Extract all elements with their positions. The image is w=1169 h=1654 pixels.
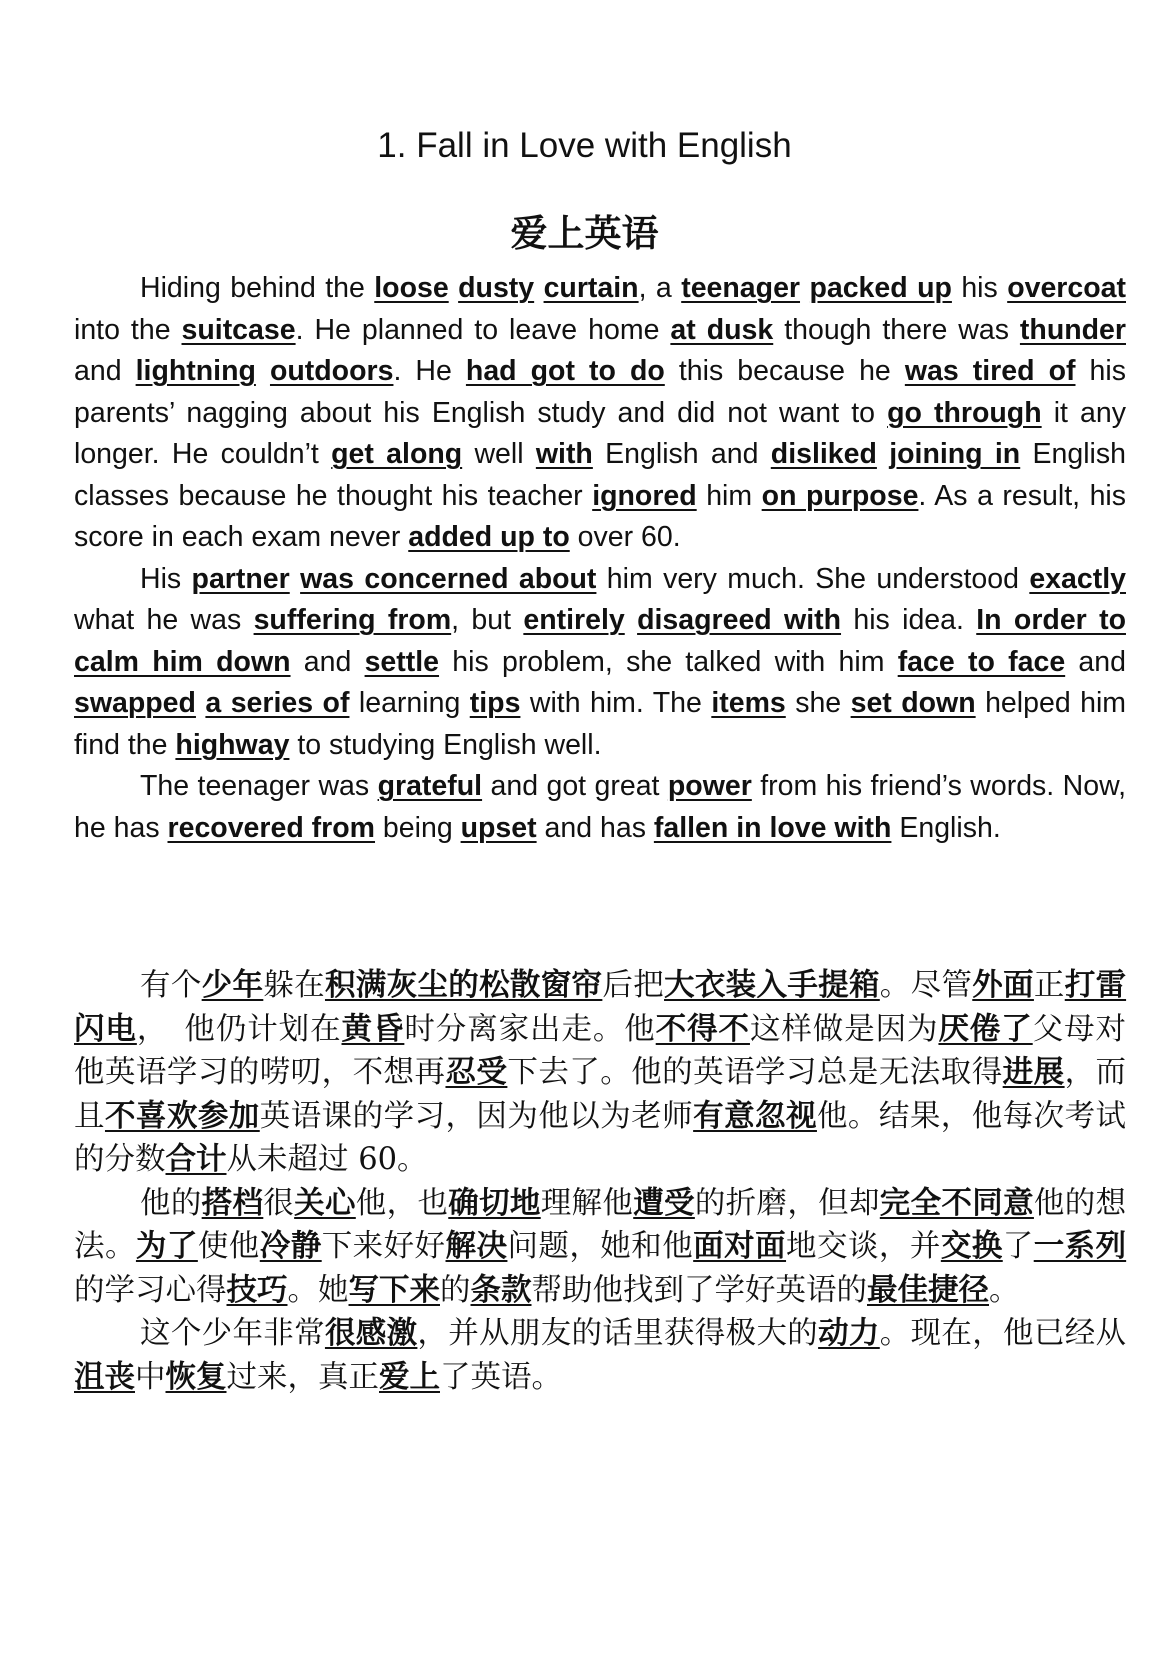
text-run: it any longer. He couldn’t bbox=[74, 396, 1126, 470]
text-run bbox=[449, 272, 458, 304]
vocab-highlight: 完全不同意 bbox=[879, 1184, 1034, 1221]
vocab-highlight: calm him down bbox=[74, 645, 291, 678]
english-title: 1. Fall in Love with English bbox=[377, 126, 792, 165]
text-run: 躲在 bbox=[263, 968, 325, 1003]
text-run: 有个 bbox=[140, 968, 202, 1003]
vocab-highlight: 打雷闪电 bbox=[74, 967, 1127, 1047]
vocab-highlight: joining in bbox=[889, 438, 1021, 470]
vocab-highlight: 黄昏 bbox=[341, 1010, 405, 1047]
text-run: 中 bbox=[135, 1359, 166, 1395]
text-run: 的 bbox=[440, 1272, 471, 1308]
text-run: being bbox=[375, 811, 461, 844]
text-run: 从未超过 60。 bbox=[226, 1142, 428, 1177]
text-run bbox=[196, 687, 205, 719]
chinese-paragraph bbox=[74, 964, 1126, 1182]
vocab-highlight: on purpose bbox=[761, 479, 919, 512]
text-run bbox=[290, 563, 300, 595]
text-run: to studying English well. bbox=[289, 728, 602, 761]
text-run: over 60. bbox=[569, 521, 681, 553]
vocab-highlight: 厌倦了 bbox=[938, 1010, 1033, 1047]
vocab-highlight: 进展 bbox=[1002, 1054, 1065, 1090]
text-run: 他的 bbox=[140, 1185, 202, 1221]
english-passage bbox=[74, 268, 1126, 849]
text-run: . He bbox=[393, 355, 466, 387]
english-paragraph bbox=[74, 268, 1126, 559]
vocab-highlight: added up to bbox=[408, 521, 570, 553]
text-run: his idea. bbox=[841, 604, 977, 636]
text-run: what he was bbox=[74, 604, 254, 636]
text-run: . He planned to leave home bbox=[295, 313, 671, 346]
vocab-highlight: 合计 bbox=[165, 1141, 227, 1177]
vocab-highlight: loose bbox=[374, 272, 449, 304]
vocab-highlight: partner bbox=[191, 562, 290, 595]
text-run: and has bbox=[536, 811, 654, 844]
vocab-highlight: curtain bbox=[543, 272, 639, 304]
vocab-highlight: thunder bbox=[1019, 313, 1126, 346]
vocab-highlight: at dusk bbox=[670, 313, 774, 346]
text-run: . As a result, his score in each exam never bbox=[74, 479, 1126, 553]
vocab-highlight: outdoors bbox=[269, 355, 394, 387]
vocab-highlight: 为了 bbox=[135, 1228, 198, 1264]
vocab-highlight: 搭档 bbox=[201, 1184, 264, 1221]
text-run: and bbox=[290, 645, 365, 678]
vocab-highlight: with bbox=[535, 438, 593, 470]
text-run: 下来好好 bbox=[321, 1229, 446, 1264]
vocab-highlight: 遭受 bbox=[633, 1184, 695, 1221]
vocab-highlight: packed up bbox=[809, 272, 952, 304]
vocab-highlight: swapped bbox=[74, 687, 196, 719]
vocab-highlight: get along bbox=[331, 438, 463, 470]
text-run: 英语课的学习，因为他以为老师 bbox=[259, 1098, 694, 1134]
vocab-highlight: 大衣装入手提箱 bbox=[664, 967, 880, 1003]
vocab-highlight: 不喜欢参加 bbox=[104, 1097, 260, 1134]
text-run bbox=[625, 604, 637, 636]
vocab-highlight: highway bbox=[175, 728, 290, 761]
text-run: 他。结果，他每次考试的分数 bbox=[74, 1098, 1127, 1177]
vocab-highlight: had got to do bbox=[465, 355, 665, 387]
text-run: 。 bbox=[989, 1272, 1020, 1308]
vocab-highlight: suffering from bbox=[253, 604, 452, 636]
vocab-highlight: 不得不 bbox=[655, 1010, 750, 1047]
vocab-highlight: 动力 bbox=[818, 1315, 880, 1351]
vocab-highlight: dusty bbox=[458, 272, 535, 304]
text-run: His bbox=[140, 562, 192, 595]
text-run bbox=[534, 272, 543, 304]
vocab-highlight: power bbox=[667, 770, 752, 802]
vocab-highlight: 最佳捷径 bbox=[867, 1271, 989, 1308]
text-run: with him. The bbox=[520, 687, 712, 719]
vocab-highlight: disagreed with bbox=[637, 604, 842, 636]
vocab-highlight: 写下来 bbox=[348, 1271, 440, 1308]
vocab-highlight: face to face bbox=[897, 645, 1066, 678]
vocab-highlight: a series of bbox=[205, 687, 350, 719]
text-run: 地交谈，并 bbox=[786, 1229, 941, 1264]
english-paragraph bbox=[74, 559, 1126, 767]
text-run: 了 bbox=[1002, 1229, 1034, 1264]
text-run: 过来，真正 bbox=[226, 1359, 379, 1395]
text-run: 父母对他英语学习的唠叨，不想再 bbox=[74, 1011, 1127, 1090]
vocab-highlight: 关心 bbox=[294, 1184, 356, 1221]
text-run: this because he bbox=[664, 355, 905, 387]
vocab-highlight: 技巧 bbox=[226, 1271, 288, 1308]
text-run: 的折磨，但却 bbox=[694, 1185, 880, 1221]
text-run bbox=[256, 355, 270, 387]
vocab-highlight: upset bbox=[460, 811, 537, 844]
chinese-paragraph bbox=[74, 1182, 1126, 1313]
chinese-paragraph bbox=[74, 1312, 1126, 1399]
text-run: his problem, she talked with him bbox=[439, 645, 898, 678]
vocab-highlight: 有意忽视 bbox=[693, 1097, 817, 1134]
vocab-highlight: 积满灰尘的松散窗帘 bbox=[324, 967, 603, 1003]
text-run: his bbox=[951, 272, 1008, 304]
text-run: 帮助他找到了学好英语的 bbox=[531, 1272, 867, 1308]
text-run: well bbox=[462, 438, 536, 470]
text-run: 。尽管 bbox=[879, 968, 973, 1003]
text-run: Hiding behind the bbox=[140, 272, 375, 304]
vocab-highlight: go through bbox=[887, 396, 1042, 429]
text-run: 使他 bbox=[197, 1229, 260, 1264]
vocab-highlight: 外面 bbox=[972, 967, 1034, 1003]
vocab-highlight: 忍受 bbox=[445, 1054, 508, 1090]
vocab-highlight: ignored bbox=[592, 479, 697, 512]
vocab-highlight: 面对面 bbox=[693, 1228, 787, 1264]
text-run: English. bbox=[891, 811, 1001, 844]
text-run: , but bbox=[451, 604, 524, 636]
vocab-highlight: settle bbox=[364, 645, 440, 678]
text-run: into the bbox=[74, 313, 182, 346]
vocab-highlight: fallen in love with bbox=[653, 811, 892, 844]
chinese-passage bbox=[74, 964, 1126, 1399]
chinese-title: 爱上英语 bbox=[510, 211, 659, 255]
text-run: 他的想法。 bbox=[74, 1185, 1127, 1264]
text-run: him bbox=[696, 479, 762, 512]
text-run: 下去了。他的英语学习总是无法取得 bbox=[507, 1055, 1003, 1090]
text-run: , a bbox=[638, 272, 682, 304]
vocab-highlight: teenager bbox=[681, 272, 801, 304]
vocab-highlight: lightning bbox=[135, 355, 256, 387]
text-run: 正 bbox=[1033, 968, 1065, 1003]
vocab-highlight: 恢复 bbox=[165, 1358, 227, 1395]
text-run: from his friend’s words. Now, he has bbox=[74, 770, 1127, 844]
text-run bbox=[877, 438, 889, 470]
vocab-highlight: entirely bbox=[523, 604, 625, 636]
vocab-highlight: 一系列 bbox=[1033, 1228, 1127, 1264]
text-run: 时分离家出走。他 bbox=[404, 1011, 656, 1047]
text-run: and bbox=[1065, 645, 1126, 678]
vocab-highlight: 爱上 bbox=[379, 1358, 440, 1395]
text-run: though there was bbox=[773, 313, 1020, 346]
text-run: 这样做是因为 bbox=[749, 1011, 939, 1047]
text-run: she bbox=[785, 687, 851, 719]
vocab-highlight: exactly bbox=[1029, 562, 1126, 595]
text-run: helped him find the bbox=[74, 687, 1127, 761]
text-run: 他，也 bbox=[355, 1185, 449, 1221]
vocab-highlight: 少年 bbox=[201, 967, 264, 1003]
vocab-highlight: tips bbox=[469, 687, 521, 719]
vocab-highlight: 交换 bbox=[940, 1228, 1003, 1264]
text-run: 。她 bbox=[287, 1272, 349, 1308]
vocab-highlight: suitcase bbox=[181, 313, 296, 346]
vocab-highlight: recovered from bbox=[167, 811, 376, 844]
text-run: The teenager was bbox=[140, 770, 378, 802]
text-run: 了英语。 bbox=[440, 1359, 562, 1395]
text-run: and bbox=[74, 355, 136, 387]
text-run: 问题，她和他 bbox=[507, 1229, 694, 1264]
vocab-highlight: was tired of bbox=[904, 355, 1076, 387]
vocab-highlight: 确切地 bbox=[448, 1184, 541, 1221]
vocab-highlight: 冷静 bbox=[259, 1228, 322, 1264]
text-run: ，并从朋友的话里获得极大的 bbox=[417, 1316, 819, 1351]
text-run: English classes because he thought his teacher bbox=[74, 438, 1126, 512]
text-run: learning bbox=[349, 687, 470, 719]
text-run: him very much. She understood bbox=[596, 562, 1030, 595]
vocab-highlight: items bbox=[711, 687, 786, 719]
vocab-highlight: 很感激 bbox=[324, 1315, 418, 1351]
text-run: 很 bbox=[263, 1185, 295, 1221]
text-run: 这个少年非常 bbox=[140, 1316, 325, 1351]
text-run: English and bbox=[592, 438, 771, 470]
text-run: ， 他仍计划在 bbox=[136, 1011, 342, 1047]
vocab-highlight: was concerned about bbox=[300, 562, 597, 595]
text-run: 。现在，他已经从 bbox=[879, 1316, 1127, 1351]
vocab-highlight: disliked bbox=[770, 438, 877, 470]
vocab-highlight: set down bbox=[850, 687, 976, 719]
vocab-highlight: grateful bbox=[377, 770, 483, 802]
text-run: 后把 bbox=[602, 968, 665, 1003]
text-run: ，而且 bbox=[74, 1055, 1127, 1134]
text-run: 的学习心得 bbox=[74, 1272, 227, 1308]
text-run: and got great bbox=[482, 770, 668, 802]
vocab-highlight: overcoat bbox=[1007, 272, 1126, 304]
vocab-highlight: 沮丧 bbox=[74, 1358, 135, 1395]
vocab-highlight: 条款 bbox=[470, 1271, 532, 1308]
vocab-highlight: In order to bbox=[976, 604, 1126, 636]
text-run: 理解他 bbox=[540, 1185, 634, 1221]
english-paragraph bbox=[74, 766, 1126, 849]
text-run: his parents’ nagging about his English study and did not want to bbox=[74, 355, 1126, 429]
vocab-highlight: 解决 bbox=[445, 1228, 508, 1264]
